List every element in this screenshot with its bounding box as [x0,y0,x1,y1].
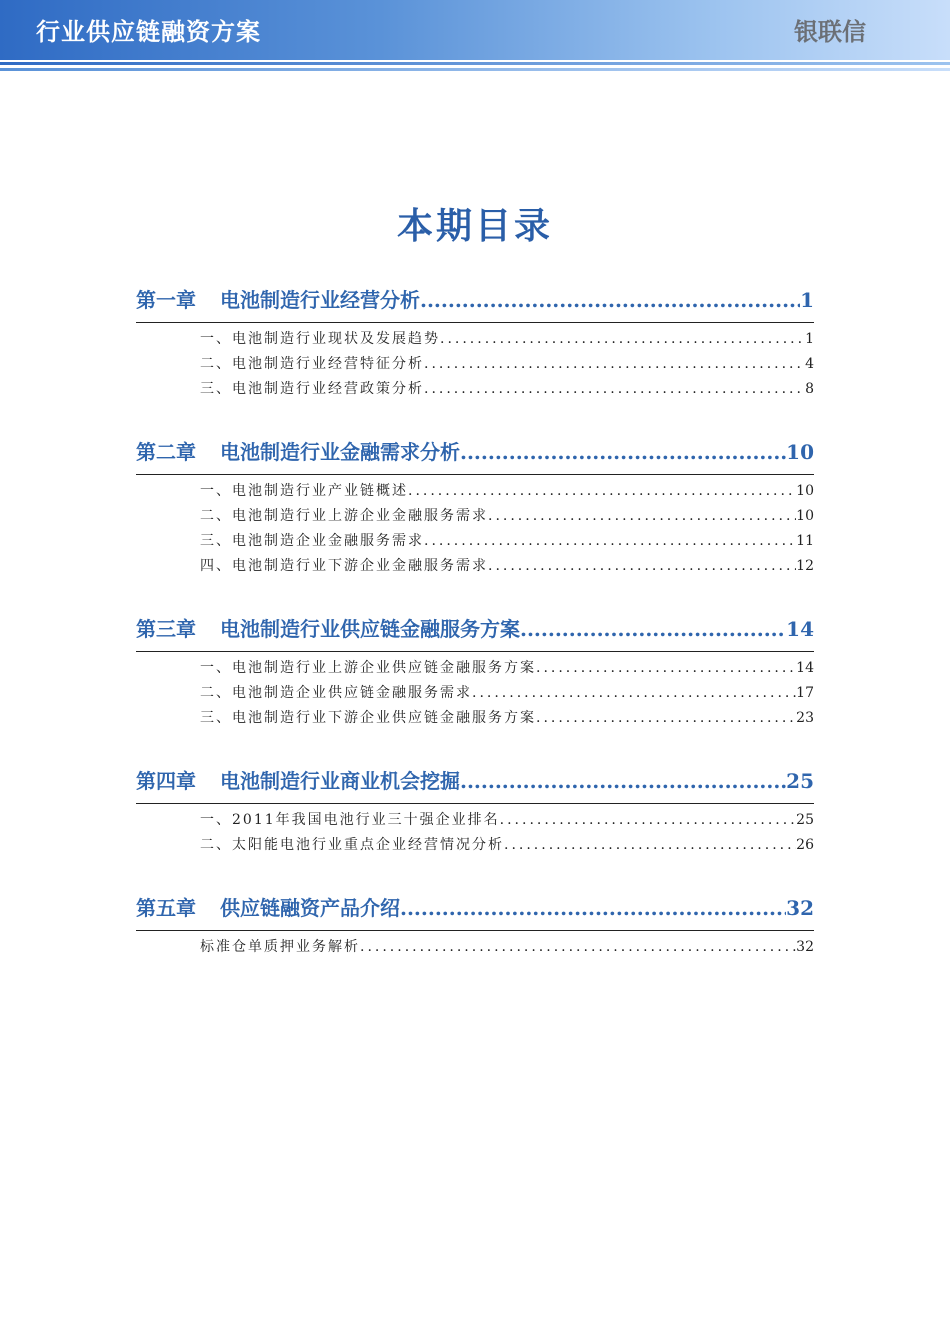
section-page-number: 26 [796,837,814,853]
chapter-title: 电池制造行业金融需求分析 [220,440,460,464]
chapter-number: 第五章 [136,896,196,920]
toc-chapter-entry[interactable] [136,765,814,804]
section-leader-dots [488,554,796,579]
chapter-page-number: 10 [786,440,814,464]
toc-chapter [136,892,814,960]
section-title: 标准仓单质押业务解析 [200,939,360,955]
section-leader-dots [500,808,797,833]
toc-section-entry[interactable] [200,656,814,681]
section-page-number: 17 [796,685,814,701]
toc-section-entry[interactable] [200,808,814,833]
toc-section-entry[interactable] [200,554,814,579]
section-leader-dots [440,327,805,352]
section-page-number: 11 [796,533,814,549]
toc-chapter [136,436,814,579]
chapter-title: 电池制造行业商业机会挖掘 [220,769,460,793]
toc-title: 本期目录 [396,206,553,247]
section-title: 三、电池制造行业下游企业供应链金融服务方案 [200,710,536,726]
toc-chapter-entry[interactable] [136,892,814,931]
section-page-number: 4 [805,356,814,372]
toc-chapter-entry[interactable] [136,284,814,323]
section-title: 三、电池制造行业经营政策分析 [200,381,424,397]
chapter-page-number: 1 [800,288,814,312]
table-of-contents [136,284,814,994]
header-rule-bottom [0,68,950,71]
section-title: 一、2011年我国电池行业三十强企业排名 [200,812,500,828]
toc-section-list [136,323,814,402]
chapter-title: 供应链融资产品介绍 [220,896,400,920]
section-leader-dots [408,479,796,504]
section-leader-dots [360,935,796,960]
section-leader-dots [536,706,796,731]
section-page-number: 12 [796,558,814,574]
section-page-number: 14 [796,660,814,676]
section-title: 四、电池制造行业下游企业金融服务需求 [200,558,488,574]
chapter-number: 第一章 [136,288,196,312]
header-title: 行业供应链融资方案 [36,18,261,46]
section-page-number: 10 [796,483,814,499]
toc-section-entry[interactable] [200,935,814,960]
toc-section-entry[interactable] [200,479,814,504]
header-brand: 银联信 [794,18,866,46]
section-title: 二、电池制造企业供应链金融服务需求 [200,685,472,701]
chapter-leader-dots [420,284,800,316]
section-leader-dots [504,833,796,858]
toc-section-entry[interactable] [200,529,814,554]
toc-section-list [136,652,814,731]
chapter-leader-dots [460,765,786,797]
section-leader-dots [424,377,805,402]
chapter-leader-dots [520,613,786,645]
section-title: 二、电池制造行业经营特征分析 [200,356,424,372]
chapter-page-number: 25 [786,769,814,793]
chapter-page-number: 32 [786,896,814,920]
chapter-number: 第四章 [136,769,196,793]
toc-section-entry[interactable] [200,352,814,377]
toc-section-entry[interactable] [200,377,814,402]
toc-chapter [136,284,814,402]
section-page-number: 23 [796,710,814,726]
section-leader-dots [424,529,796,554]
toc-section-entry[interactable] [200,681,814,706]
toc-chapter [136,613,814,731]
section-title: 二、太阳能电池行业重点企业经营情况分析 [200,837,504,853]
toc-chapter-entry[interactable] [136,613,814,652]
toc-section-list [136,475,814,579]
toc-section-entry[interactable] [200,833,814,858]
section-leader-dots [424,352,805,377]
header-rule-top [0,62,950,65]
section-leader-dots [472,681,796,706]
chapter-leader-dots [400,892,786,924]
chapter-number: 第三章 [136,617,196,641]
toc-section-entry[interactable] [200,706,814,731]
toc-section-entry[interactable] [200,504,814,529]
section-title: 一、电池制造行业上游企业供应链金融服务方案 [200,660,536,676]
chapter-title: 电池制造行业经营分析 [220,288,420,312]
toc-chapter [136,765,814,858]
section-leader-dots [536,656,796,681]
section-leader-dots [488,504,796,529]
section-page-number: 8 [805,381,814,397]
chapter-page-number: 14 [786,617,814,641]
section-title: 一、电池制造行业现状及发展趋势 [200,331,440,347]
chapter-number: 第二章 [136,440,196,464]
section-title: 一、电池制造行业产业链概述 [200,483,408,499]
chapter-leader-dots [460,436,786,468]
section-title: 三、电池制造企业金融服务需求 [200,533,424,549]
section-page-number: 10 [796,508,814,524]
toc-section-list [136,931,814,960]
toc-section-entry[interactable] [200,327,814,352]
section-page-number: 25 [796,812,814,828]
toc-chapter-entry[interactable] [136,436,814,475]
section-title: 二、电池制造行业上游企业金融服务需求 [200,508,488,524]
section-page-number: 1 [805,331,814,347]
toc-section-list [136,804,814,858]
chapter-title: 电池制造行业供应链金融服务方案 [220,617,520,641]
section-page-number: 32 [796,939,814,955]
